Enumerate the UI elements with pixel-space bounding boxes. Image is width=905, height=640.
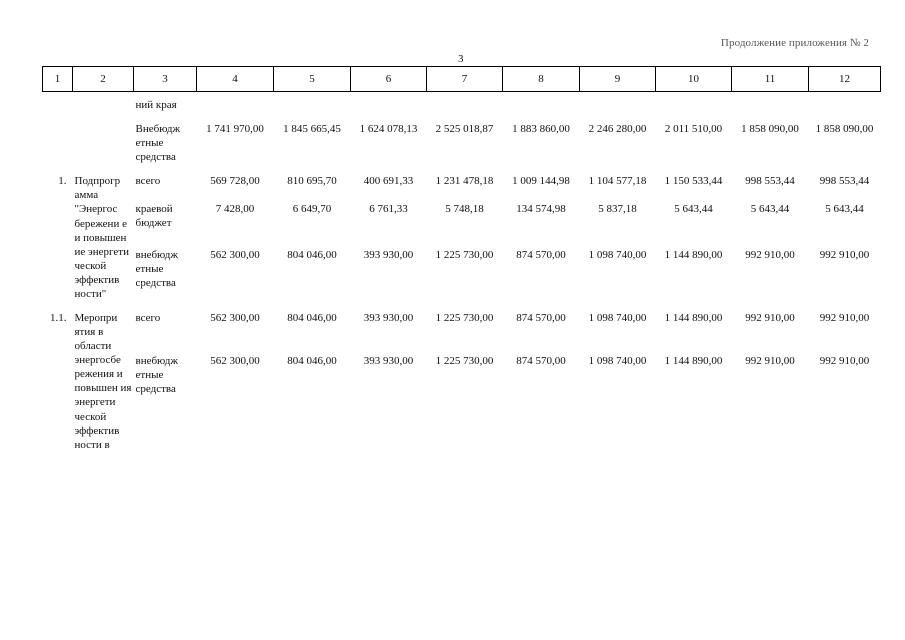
value-cell — [732, 92, 809, 113]
column-number: 5 — [274, 67, 351, 92]
funding-source: всего — [135, 175, 161, 188]
value-cell: 1 624 078,13 — [359, 123, 418, 136]
value-cell: 2 246 280,00 — [588, 123, 647, 136]
table-row — [43, 202, 881, 238]
value-cell: 562 300,00 — [210, 354, 260, 367]
value-cell — [274, 92, 351, 113]
value-cell: 992 910,00 — [819, 312, 870, 325]
value-cell: 1 009 144,98 — [512, 175, 570, 188]
value-cell: 5 748,18 — [445, 203, 484, 216]
value-cell: 998 553,44 — [745, 175, 795, 188]
value-cell: 1 858 090,00 — [815, 123, 874, 136]
column-number: 11 — [732, 67, 809, 92]
value-cell: 2 011 510,00 — [664, 123, 723, 136]
column-number: 4 — [197, 67, 274, 92]
value-cell: 1 225 730,00 — [435, 248, 494, 261]
value-cell: 5 643,44 — [825, 203, 864, 216]
value-cell: 2 525 018,87 — [435, 123, 494, 136]
value-cell: 5 837,18 — [598, 203, 637, 216]
value-cell — [197, 92, 274, 113]
value-cell: 1 845 665,45 — [283, 123, 341, 136]
value-cell: 5 643,44 — [750, 203, 790, 216]
value-cell: 1 098 740,00 — [588, 312, 647, 325]
column-number: 10 — [656, 67, 732, 92]
value-cell: 874 570,00 — [516, 312, 566, 325]
value-cell — [656, 92, 732, 113]
row-name — [73, 122, 134, 164]
funding-source: краевой бюджет — [135, 203, 173, 230]
row-number: 1. — [58, 175, 67, 188]
row-name: Меропри ятия в области энергосбе режения и повышен ия энергети ческой эффектив ности в — [74, 312, 132, 451]
value-cell: 1 098 740,00 — [588, 248, 647, 261]
row-name: Подпрогр амма "Энергос бережени е и повышен ие энергети ческой эффектив ности" — [74, 175, 129, 300]
value-cell: 874 570,00 — [516, 354, 566, 367]
value-cell: 804 046,00 — [287, 248, 337, 261]
funding-source: ний края — [135, 99, 177, 111]
value-cell: 5 643,44 — [674, 203, 713, 216]
value-cell — [427, 92, 503, 113]
value-cell: 562 300,00 — [210, 312, 260, 325]
value-cell: 1 144 890,00 — [664, 312, 723, 325]
value-cell: 992 910,00 — [745, 312, 795, 325]
value-cell: 992 910,00 — [819, 354, 870, 367]
value-cell: 992 910,00 — [819, 248, 870, 261]
column-number: 7 — [427, 67, 503, 92]
value-cell — [351, 92, 427, 113]
column-number: 6 — [351, 67, 427, 92]
funding-source: всего — [135, 312, 161, 325]
column-number: 8 — [503, 67, 580, 92]
value-cell: 7 428,00 — [215, 203, 255, 216]
column-number: 2 — [73, 67, 134, 92]
table-row — [43, 122, 881, 164]
value-cell: 992 910,00 — [745, 248, 795, 261]
value-cell: 134 574,98 — [516, 203, 566, 216]
table-row — [43, 92, 881, 113]
page-number: 3 — [458, 53, 464, 65]
value-cell: 1 150 533,44 — [664, 175, 723, 188]
column-number: 9 — [580, 67, 656, 92]
value-cell: 1 883 860,00 — [512, 123, 570, 136]
value-cell: 6 649,70 — [292, 203, 332, 216]
value-cell: 1 225 730,00 — [435, 312, 494, 325]
row-number — [43, 248, 73, 301]
table-row — [43, 248, 881, 301]
column-number: 1 — [43, 67, 73, 92]
value-cell: 1 741 970,00 — [206, 123, 264, 136]
funding-source: внебюдж етные средства — [135, 354, 178, 395]
value-cell: 569 728,00 — [210, 175, 260, 188]
value-cell: 1 144 890,00 — [664, 248, 723, 261]
value-cell: 874 570,00 — [516, 248, 566, 261]
table-row — [43, 311, 881, 344]
value-cell: 998 553,44 — [819, 175, 870, 188]
value-cell — [809, 92, 881, 113]
row-name — [73, 92, 134, 113]
table-row — [43, 354, 881, 452]
value-cell: 804 046,00 — [287, 312, 337, 325]
column-number: 12 — [809, 67, 881, 92]
table-row — [43, 174, 881, 192]
value-cell: 400 691,33 — [363, 175, 414, 188]
column-number: 3 — [134, 67, 197, 92]
value-cell — [503, 92, 580, 113]
value-cell: 393 930,00 — [363, 312, 414, 325]
budget-table — [42, 66, 881, 452]
value-cell: 810 695,70 — [287, 175, 337, 188]
value-cell: 6 761,33 — [369, 203, 408, 216]
value-cell: 1 144 890,00 — [664, 354, 723, 367]
value-cell: 1 104 577,18 — [588, 175, 647, 188]
value-cell — [580, 92, 656, 113]
value-cell: 804 046,00 — [287, 354, 337, 367]
row-number — [43, 202, 73, 238]
funding-source: Внебюдж етные средства — [135, 123, 181, 164]
row-number: 1.1. — [50, 312, 67, 325]
appendix-continuation-header: Продолжение приложения № 2 — [720, 37, 869, 49]
value-cell: 1 098 740,00 — [588, 354, 647, 367]
row-number — [43, 122, 73, 164]
value-cell: 1 858 090,00 — [741, 123, 799, 136]
row-number — [43, 92, 73, 113]
funding-source: внебюдж етные средства — [135, 248, 178, 289]
value-cell: 1 231 478,18 — [435, 175, 494, 188]
column-number-row — [43, 67, 881, 92]
value-cell: 393 930,00 — [363, 354, 414, 367]
row-number — [43, 354, 73, 452]
value-cell: 1 225 730,00 — [435, 354, 494, 367]
value-cell: 562 300,00 — [210, 248, 260, 261]
value-cell: 393 930,00 — [363, 248, 414, 261]
value-cell: 992 910,00 — [745, 354, 795, 367]
